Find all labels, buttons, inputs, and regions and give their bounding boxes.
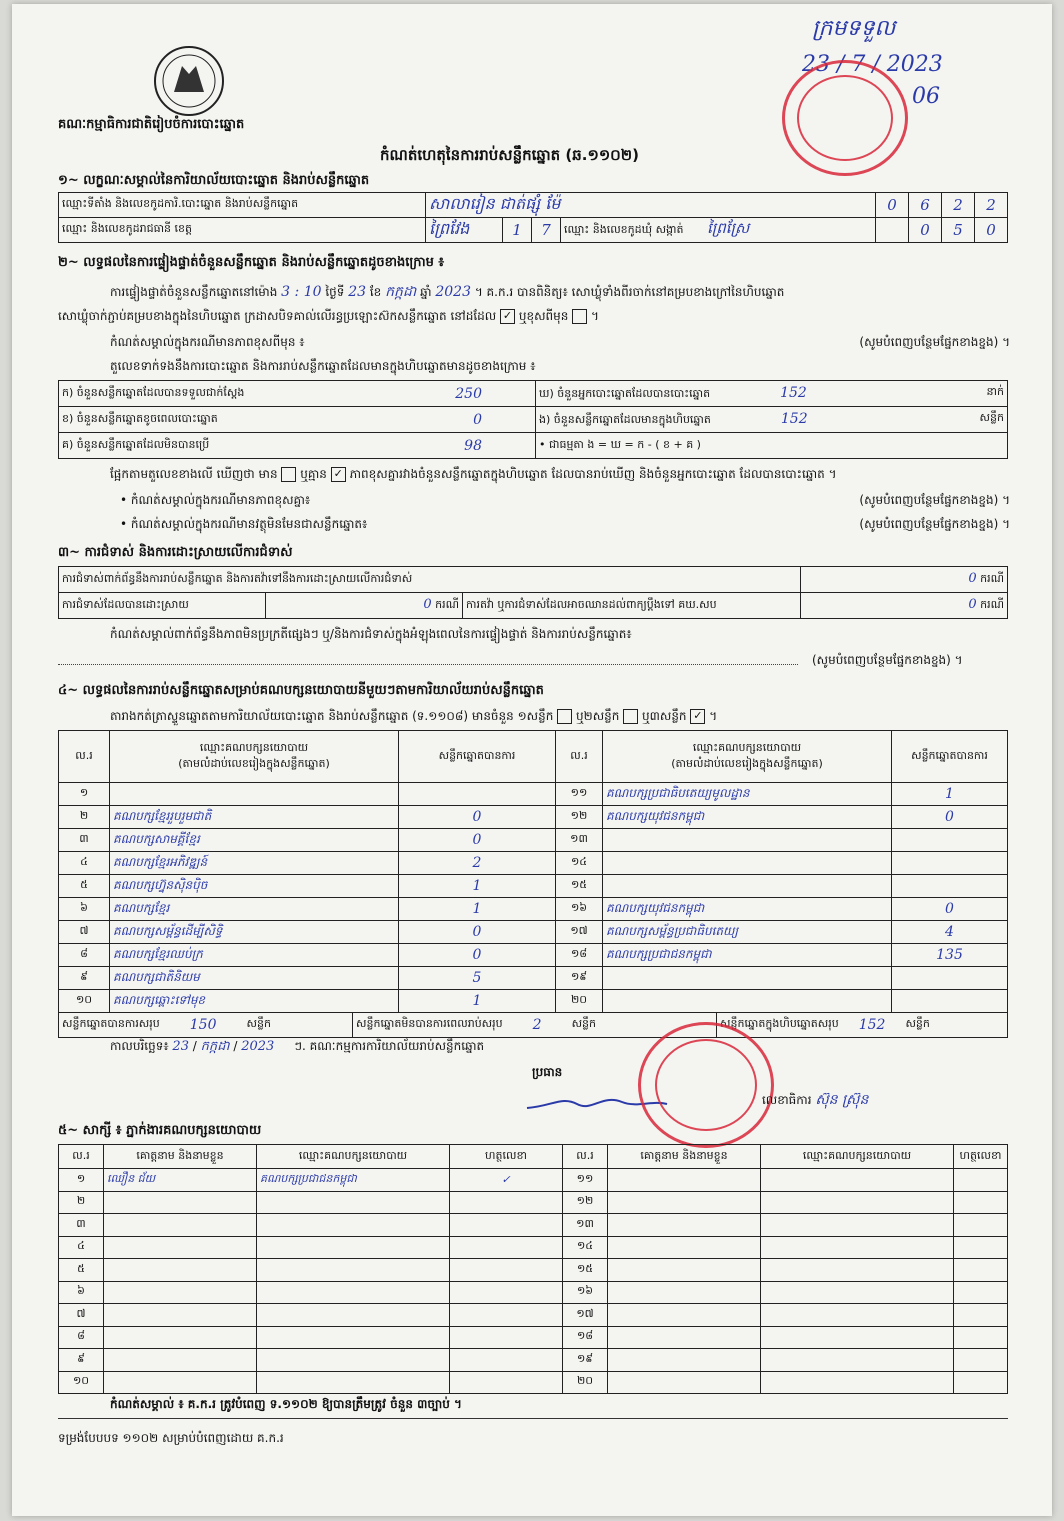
party-name: គណបក្សយុវជនកម្ពុជា [603, 898, 892, 921]
total-invalid: សន្លឹកឆ្នោតមិនបានការពេលរាប់សរុប 2 សន្លឹក [353, 1013, 717, 1037]
row-number: ១១ [556, 783, 603, 806]
witness-name [608, 1304, 761, 1327]
witness-name [104, 1214, 257, 1237]
row-number: ៦ [59, 1281, 104, 1304]
witness-party [761, 1191, 954, 1214]
witness-signature [954, 1371, 1008, 1394]
year-value: 2023 [435, 284, 471, 300]
form-title: កំណត់ហេតុនៃការរាប់សន្លឹកឆ្នោត (ឆ.១១០២) [380, 146, 640, 164]
witness-name [104, 1326, 257, 1349]
witness-signature [450, 1191, 563, 1214]
total-valid: សន្លឹកឆ្នោតបានការសរុប 150 សន្លឹក [59, 1013, 353, 1037]
party-name [110, 783, 399, 806]
row-number: ១១ [563, 1169, 608, 1192]
witness-name [104, 1191, 257, 1214]
witness-name [608, 1371, 761, 1394]
row-number: ៣ [59, 1214, 104, 1237]
results-row [59, 921, 1008, 944]
witness-name [608, 1281, 761, 1304]
three-sheet-checkbox[interactable]: ✓ [690, 709, 705, 724]
party-name: គណបក្សខ្មែររួបរួមជាតិ [110, 806, 399, 829]
vote-count [892, 967, 1008, 990]
footer-divider [58, 1418, 1008, 1419]
party-name [603, 852, 892, 875]
row-number: ១៨ [556, 944, 603, 967]
row-number: ១៥ [563, 1259, 608, 1282]
commune-code-2: 5 [942, 218, 975, 243]
party-name: គណបក្សជាតិនិយម [110, 967, 399, 990]
party-name [603, 967, 892, 990]
row-b-value: 0 [473, 411, 482, 428]
fill-note-3: (សូមបំពេញបន្ថែមផ្នែកខាងខ្នង) ។ [812, 653, 963, 667]
secretary-line: លេខាធិការ ស៊ុន ស្រ៊ុន [762, 1092, 869, 1108]
witness-row [59, 1371, 1008, 1394]
row-a-label: ក) ចំនួនសន្លឹកឆ្នោតដែលបានទទួលជាក់ស្តែង [62, 385, 245, 399]
section3-title: ៣~ ការជំទាស់ និងការដោះស្រាយលើការជំទាស់ [58, 545, 293, 560]
witness-name [608, 1326, 761, 1349]
witness-signature [450, 1304, 563, 1327]
witness-signature [954, 1326, 1008, 1349]
witness-party [761, 1326, 954, 1349]
witness-party [257, 1259, 450, 1282]
witness-name [608, 1349, 761, 1372]
figures-intro: តួលេខទាក់ទងនឹងការបោះឆ្នោត និងការរាប់សន្លឹកឆ្នោតដែលមានក្នុងហិបឆ្នោតមានដូចខាងក្រោម ៖ [110, 359, 536, 373]
row-number: ១៣ [556, 829, 603, 852]
different-checkbox[interactable] [572, 309, 587, 324]
party-name: គណបក្សសម្ព័ន្ធដើម្បីសិទ្ធិ [110, 921, 399, 944]
witness-name [104, 1236, 257, 1259]
witness-name: ឈឿន ជ័យ [104, 1169, 257, 1192]
total-in-box: សន្លឹកឆ្នោតក្នុងហិបឆ្នោតសរុប 152 សន្លឹក [720, 1017, 930, 1033]
row-a-value: 250 [455, 385, 482, 402]
witness-signature [450, 1259, 563, 1282]
station-code-4: 2 [975, 193, 1008, 218]
has-discrepancy-checkbox[interactable] [281, 467, 296, 482]
witness-party [761, 1236, 954, 1259]
foreign-object-note: • កំណត់សម្គាល់ក្នុងករណីមានវត្ថុមិនមែនជាសន្លឹកឆ្នោត៖ (សូមបំពេញបន្ថែមផ្នែកខាងខ្នង) ។ [120, 517, 1010, 531]
results-row [59, 852, 1008, 875]
witness-signature [954, 1214, 1008, 1237]
vote-count: 1 [892, 783, 1008, 806]
witness-party [761, 1281, 954, 1304]
row-e-label: ង) ចំនួនសន្លឹកឆ្នោតដែលមានក្នុងហិបឆ្នោត [539, 412, 711, 426]
witness-signature [954, 1281, 1008, 1304]
row-number: ៤ [59, 852, 110, 875]
vote-count: 0 [399, 829, 556, 852]
witness-name [608, 1191, 761, 1214]
witness-signature [954, 1259, 1008, 1282]
witness-signature [450, 1371, 563, 1394]
official-seal-bottom [638, 1022, 774, 1148]
witness-signature [954, 1349, 1008, 1372]
row-number: ១៤ [563, 1236, 608, 1259]
vote-count: 0 [399, 944, 556, 967]
party-name: គណបក្សហ្វ៊ុនស៊ិនប៉ិច [110, 875, 399, 898]
witness-party [761, 1371, 954, 1394]
row-number: ១៩ [556, 967, 603, 990]
province-code-2: 7 [532, 218, 561, 243]
row-number: ២០ [556, 990, 603, 1013]
party-name: គណបក្សខ្មែរអភិវឌ្ឍន៍ [110, 852, 399, 875]
witness-row [59, 1281, 1008, 1304]
commune-label: ឈ្មោះ និងលេខកូដឃុំ សង្កាត់ ព្រៃស្រែ [561, 218, 876, 243]
resolved-label: ការជំទាស់ដែលបានដោះស្រាយ [59, 593, 266, 619]
irregularity-note: កំណត់សម្គាល់ពាក់ព័ន្ធនឹងភាពមិនប្រក្រតីផ្សេងៗ ឬ/និងការជំទាស់ក្នុងអំឡុងពេលនៃការផ្ទៀងផ្ទាត់ និងការរាប់សន្លឹកឆ្នោត៖ [110, 627, 632, 641]
witness-row [59, 1236, 1008, 1259]
section1-title: ១~ លក្ខណៈសម្គាល់នៃការិយាល័យបោះឆ្នោត និងរាប់សន្លឹកឆ្នោត [58, 173, 370, 188]
row-number: ៨ [59, 944, 110, 967]
row-number: ៩ [59, 1349, 104, 1372]
station-id-table [58, 192, 1008, 243]
tally-sheet-line: តារាងកត់ត្រាស្ទួនឆ្នោតតាមការិយាល័យបោះឆ្នោត និងរាប់សន្លឹកឆ្នោត (ទ.១១០៨) មានចំនួន ១សន្លឹក ឬ២សន្លឹក ឬ៣សន្លឹក ✓ ។ [110, 709, 718, 723]
witness-party [257, 1371, 450, 1394]
receipt-number: 06 [912, 84, 940, 109]
party-name [603, 990, 892, 1013]
station-label: ឈ្មោះទីតាំង និងលេខកូដការិ.បោះឆ្នោត និងរាប់សន្លឹកឆ្នោត [59, 193, 426, 218]
section5-title: ៥~ សាក្សី ៖ ភ្នាក់ងារគណបក្សនយោបាយ [58, 1123, 262, 1138]
witness-party [761, 1304, 954, 1327]
station-code-2: 6 [909, 193, 942, 218]
row-number: ៧ [59, 921, 110, 944]
witness-signature [954, 1304, 1008, 1327]
witness-name [104, 1371, 257, 1394]
vote-count: 0 [892, 806, 1008, 829]
witness-name [608, 1236, 761, 1259]
complaints-row1-label: ការជំទាស់ពាក់ព័ន្ធនឹងការរាប់សន្លឹកឆ្នោត និងការតវ៉ាទៅនឹងការដោះស្រាយលើការជំទាស់ [59, 567, 801, 593]
appeal-label: ការតវ៉ា ឬការជំទាស់ដែលអាចឈានដល់ពាក្យប្តឹងទៅ គឃ.សប [463, 593, 801, 619]
witness-name [104, 1281, 257, 1304]
witness-party [761, 1349, 954, 1372]
witness-row [59, 1191, 1008, 1214]
chair-label: ប្រធាន [532, 1065, 563, 1079]
witness-name [104, 1349, 257, 1372]
month-value: កក្កដា [385, 284, 417, 300]
party-name: គណបក្សសម្ព័ន្ធប្រជាធិបតេយ្យ [603, 921, 892, 944]
document-page [12, 4, 1052, 1516]
row-number: ២ [59, 806, 110, 829]
nec-emblem-icon [152, 44, 226, 118]
vote-count [892, 829, 1008, 852]
province-value: ព្រៃវែង [426, 218, 503, 243]
results-row [59, 990, 1008, 1013]
witness-party [761, 1214, 954, 1237]
vote-count: 0 [399, 921, 556, 944]
witness-party [257, 1349, 450, 1372]
row-number: ១០ [59, 1371, 104, 1394]
note-line [58, 664, 798, 665]
vote-count [892, 852, 1008, 875]
vote-count: 5 [399, 967, 556, 990]
row-number: ២០ [563, 1371, 608, 1394]
row-number: ១០ [59, 990, 110, 1013]
row-number: ១៧ [556, 921, 603, 944]
witness-signature [954, 1169, 1008, 1192]
vote-figures-table: ក) ចំនួនសន្លឹកឆ្នោតដែលបានទទួលជាក់ស្តែង 250 ឃ) ចំនួនអ្នកបោះឆ្នោតដែលបានបោះឆ្នោត 152 នាក់ ខ) ចំនួនសន្លឹកឆ្នោតខូចពេលបោះឆ្នោត 0 ង) ចំនួនសន្លឹកឆ្នោតដែលមានក្នុងហិបឆ្នោត 152 សន្លឹក គ) ចំនួនសន្លឹកឆ្នោតដែលមិនបានប្រើ 98 • ជាធម្មតា ង = ឃ = ក - ( ខ + គ ) [58, 380, 1008, 459]
party-name: គណបក្សប្រជាជនកម្ពុជា [603, 944, 892, 967]
vote-count: 0 [892, 898, 1008, 921]
no-discrepancy-checkbox[interactable]: ✓ [331, 467, 346, 482]
committee-name: គណៈកម្មាធិការជាតិរៀបចំការបោះឆ្នោត [58, 117, 245, 132]
witness-party [761, 1169, 954, 1192]
vote-count: 2 [399, 852, 556, 875]
station-value: សាលារៀន ជាត់ផ្សុំ ម៉ែ [426, 193, 876, 218]
party-name: គណបក្សសាមគ្គីខ្មែរ [110, 829, 399, 852]
row-number: ៥ [59, 875, 110, 898]
official-seal-top [782, 60, 908, 176]
vote-count: 1 [399, 875, 556, 898]
witness-signature [450, 1281, 563, 1304]
vote-count: 0 [399, 806, 556, 829]
party-results-table: ល.រ ឈ្មោះគណបក្សនយោបាយ (តាមលំដាប់លេខរៀងក្នុងសន្លឹកឆ្នោត) សន្លឹកឆ្នោតបានការ ល.រ ឈ្មោះគណបក្សនយោបាយ (តាមលំដាប់លេខរៀងក្នុងសន្លឹកឆ្នោត) សន្លឹកឆ្នោតបានការ ១ ១១ គណបក្សប្រជាធិបតេយ្យមូលដ្ឋាន 1 ២ គណបក្សខ្មែររួបរួមជាតិ 0 ១២ គណបក្សយុវជនកម្ពុជា 0 ៣ គណបក្សសាមគ្គីខ្មែរ 0 ១៣ ៤ គណបក្សខ្មែរអភិវឌ្ឍន៍ 2 ១៤ ៥ គណបក្សហ្វ៊ុនស៊ិនប៉ិច 1 ១៥ ៦ គណបក្សខ្មែរ 1 ១៦ គណបក្សយុវជនកម្ពុជា 0 ៧ គណបក្សសម្ព័ន្ធដើម្បីសិទ្ធិ 0 ១៧ គណបក្សសម្ព័ន្ធប្រជាធិបតេយ្យ 4 ៨ គណបក្សខ្មែរឈប់ក្រ 0 ១៨ គណបក្សប្រជាជនកម្ពុជា 135 ៩ គណបក្សជាតិនិយម 5 ១៩ ១០ គណបក្សឆ្ពោះទៅមុខ 1 ២០ សន្លឹកឆ្នោតបានការសរុប 150 សន្លឹក សន្លឹកឆ្នោតមិនបានការពេលរាប់សរុប 2 សន្លឹក សន្លឹកឆ្នោតក្នុងហិបឆ្នោតសរុប 152 សន្លឹក [58, 730, 1008, 1038]
discrepancy-line: ផ្អែកតាមតួលេខខាងលើ ឃើញថា មាន ឬគ្មាន ✓ ភាពខុសគ្នារវាងចំនួនសន្លឹកឆ្នោតក្នុងហិបឆ្នោត ដែលបានរាប់ឃើញ និងចំនួនអ្នកបោះឆ្នោត ដែលបានបោះឆ្នោត ។ [110, 467, 837, 481]
witness-name [104, 1304, 257, 1327]
vote-count: 1 [399, 990, 556, 1013]
vote-count [399, 783, 556, 806]
results-row [59, 783, 1008, 806]
row-number: ១៣ [563, 1214, 608, 1237]
row-number: ១២ [556, 806, 603, 829]
party-name [603, 875, 892, 898]
row-number: ១៩ [563, 1349, 608, 1372]
vote-count [892, 875, 1008, 898]
row-number: ២ [59, 1191, 104, 1214]
row-d-label: ឃ) ចំនួនអ្នកបោះឆ្នោតដែលបានបោះឆ្នោត [539, 386, 711, 400]
footer-note: កំណត់សម្គាល់ ៖ គ.ក.រ ត្រូវបំពេញ ទ.១១០២ ឱ្យបានត្រឹមត្រូវ ចំនួន ៣ច្បាប់ ។ [110, 1397, 462, 1411]
row-number: ៨ [59, 1326, 104, 1349]
witness-row [59, 1259, 1008, 1282]
row-number: ៦ [59, 898, 110, 921]
witness-name [608, 1259, 761, 1282]
formula: • ជាធម្មតា ង = ឃ = ក - ( ខ + គ ) [536, 433, 1008, 459]
witness-row [59, 1304, 1008, 1327]
discrepancy-note: • កំណត់សម្គាល់ក្នុងករណីមានភាពខុសគ្នា៖ (សូមបំពេញបន្ថែមផ្នែកខាងខ្នង) ។ [120, 493, 1010, 507]
row-number: ៥ [59, 1259, 104, 1282]
complaints-table: ការជំទាស់ពាក់ព័ន្ធនឹងការរាប់សន្លឹកឆ្នោត និងការតវ៉ាទៅនឹងការដោះស្រាយលើការជំទាស់ 0 ករណី ការជំទាស់ដែលបានដោះស្រាយ 0 ករណី ការតវ៉ា ឬការជំទាស់ដែលអាចឈានដល់ពាក្យប្តឹងទៅ គឃ.សប 0 ករណី [58, 566, 1008, 619]
row-number: ៧ [59, 1304, 104, 1327]
witness-party [761, 1259, 954, 1282]
difference-note-line: កំណត់សម្គាល់ក្នុងករណីមានភាពខុសពីមុន ៖ (សូមបំពេញបន្ថែមផ្នែកខាងខ្នង) ។ [110, 335, 1010, 349]
row-number: ១២ [563, 1191, 608, 1214]
row-number: ៤ [59, 1236, 104, 1259]
witness-party [257, 1304, 450, 1327]
results-row [59, 806, 1008, 829]
form-note: ទម្រង់បែបបទ ១១០២ សម្រាប់បំពេញដោយ គ.ក.រ [58, 1431, 284, 1445]
witness-row [59, 1349, 1008, 1372]
witness-row [59, 1214, 1008, 1237]
witness-signature [450, 1349, 563, 1372]
results-row [59, 944, 1008, 967]
row-number: ១៨ [563, 1326, 608, 1349]
witness-signature [450, 1236, 563, 1259]
resolved-value: 0 [423, 597, 432, 612]
results-row [59, 967, 1008, 990]
station-code-1: 0 [876, 193, 909, 218]
row-number: ១៥ [556, 875, 603, 898]
secretary-name: ស៊ុន ស្រ៊ុន [815, 1092, 869, 1108]
receipt-note: ក្រមទទួល [812, 16, 896, 41]
vote-count: 4 [892, 921, 1008, 944]
party-name: គណបក្សខ្មែរឈប់ក្រ [110, 944, 399, 967]
row-number: ៩ [59, 967, 110, 990]
results-row [59, 829, 1008, 852]
vote-count [892, 990, 1008, 1013]
row-number: ១៤ [556, 852, 603, 875]
witness-signature [450, 1214, 563, 1237]
witness-signature [954, 1236, 1008, 1259]
party-name: គណបក្សខ្មែរ [110, 898, 399, 921]
row-number: ១៧ [563, 1304, 608, 1327]
witness-signature [450, 1326, 563, 1349]
results-row [59, 898, 1008, 921]
row-c-value: 98 [464, 437, 482, 454]
witness-name [608, 1169, 761, 1192]
commune-code-3: 0 [975, 218, 1008, 243]
witness-party [257, 1281, 450, 1304]
two-sheet-checkbox[interactable] [623, 709, 638, 724]
witness-party [257, 1214, 450, 1237]
date-line: កាលបរិច្ឆេទ៖ 23 / កក្កដា / 2023 ៗ. គណៈកម្មការការិយាល័យរាប់សន្លឹកឆ្នោត [110, 1039, 485, 1054]
row-number: ១៦ [556, 898, 603, 921]
row-b-label: ខ) ចំនួនសន្លឹកឆ្នោតខូចពេលបោះឆ្នោត [62, 411, 218, 425]
time-value: 3 : 10 [281, 284, 322, 300]
row-d-value: 152 [780, 384, 807, 401]
province-code-1: 1 [503, 218, 532, 243]
appeal-value: 0 [968, 597, 977, 612]
party-name: គណបក្សប្រជាធិបតេយ្យមូលដ្ឋាន [603, 783, 892, 806]
results-row [59, 875, 1008, 898]
witness-party [257, 1326, 450, 1349]
witness-name [608, 1214, 761, 1237]
witness-table: ល.រ គោត្តនាម និងនាមខ្លួន ឈ្មោះគណបក្សនយោបាយ ហត្ថលេខា ល.រ គោត្តនាម និងនាមខ្លួន ឈ្មោះគណបក្សនយោបាយ ហត្ថលេខា ១ ឈឿន ជ័យ គណបក្សប្រជាជនកម្ពុជា ✓ ១១ ២ ១២ ៣ ១៣ ៤ ១៤ ៥ ១៥ ៦ ១៦ ៧ ១៧ ៨ ១៨ ៩ ១៩ ១០ ២០ [58, 1144, 1008, 1394]
one-sheet-checkbox[interactable] [557, 709, 572, 724]
row-e-value: 152 [780, 410, 808, 427]
same-checkbox[interactable]: ✓ [500, 309, 515, 324]
witness-signature [954, 1191, 1008, 1214]
station-code-3: 2 [942, 193, 975, 218]
day-value: 23 [348, 284, 367, 300]
witness-party: គណបក្សប្រជាជនកម្ពុជា [257, 1169, 450, 1192]
section4-title: ៤~ លទ្ធផលនៃការរាប់សន្លឹកឆ្នោតសម្រាប់គណបក្សនយោបាយនីមួយៗតាមការិយាល័យរាប់សន្លឹកឆ្នោត [58, 683, 544, 698]
receipt-date: 23 / 7 / 2023 [802, 52, 943, 77]
party-name: គណបក្សយុវជនកម្ពុជា [603, 806, 892, 829]
witness-signature: ✓ [450, 1169, 563, 1192]
row-c-label: គ) ចំនួនសន្លឹកឆ្នោតដែលមិនបានប្រើ [62, 437, 210, 451]
witness-row [59, 1169, 1008, 1192]
vote-count: 135 [892, 944, 1008, 967]
witness-row [59, 1326, 1008, 1349]
row-number: ៣ [59, 829, 110, 852]
commune-code-1: 0 [909, 218, 942, 243]
verification-line: ការផ្ទៀងផ្ទាត់ចំនួនសន្លឹកឆ្នោតនៅម៉ោង 3 : 10 ថ្ងៃទី 23 ខែ កក្កដា ឆ្នាំ 2023 ។ គ.ក.រ បានពិនិត្យ៖ សោឃ្លុំទាំងពីរចាក់នៅគម្របខាងក្រៅនៃហិបឆ្នោត [110, 284, 785, 300]
complaints-row1-value: 0 [968, 571, 977, 586]
witness-name [104, 1259, 257, 1282]
witness-party [257, 1236, 450, 1259]
seal-check-line: សោឃ្លុំចាក់ភ្ជាប់គម្របខាងក្នុងនៃហិបឆ្នោត ក្រដាសបិទគាល់លើរន្ធប្រឡោះស៊កសន្លឹកឆ្នោត នៅដដែល ✓ ឬខុសពីមុន ។ [58, 309, 599, 323]
province-label: ឈ្មោះ និងលេខកូដរាជធានី ខេត្ត [59, 218, 426, 243]
row-number: ១ [59, 783, 110, 806]
row-number: ១ [59, 1169, 104, 1192]
row-number: ១៦ [563, 1281, 608, 1304]
party-name [603, 829, 892, 852]
vote-count: 1 [399, 898, 556, 921]
section2-title: ២~ លទ្ធផលនៃការផ្ទៀងផ្ទាត់ចំនួនសន្លឹកឆ្នោត និងរាប់សន្លឹកឆ្នោតដូចខាងក្រោម ៖ [58, 255, 445, 270]
party-name: គណបក្សឆ្ពោះទៅមុខ [110, 990, 399, 1013]
witness-party [257, 1191, 450, 1214]
